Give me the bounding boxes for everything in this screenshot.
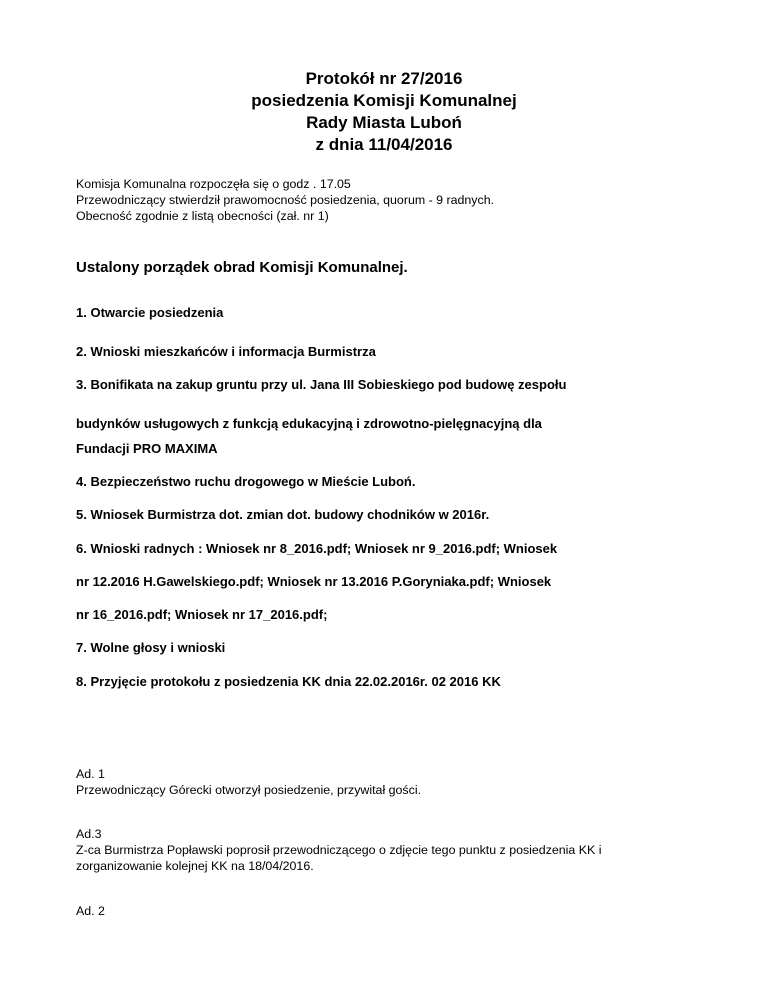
agenda-line: 2. Wnioski mieszkańców i informacja Burmistrza	[76, 344, 376, 359]
ad-3-label: Ad.3	[76, 827, 102, 841]
agenda-line: 5. Wniosek Burmistrza dot. zmian dot. budowy chodników w 2016r.	[76, 507, 490, 522]
agenda-line: 6. Wnioski radnych : Wniosek nr 8_2016.pdf; Wniosek nr 9_2016.pdf; Wniosek	[76, 541, 558, 556]
agenda-line: budynków usługowych z funkcją edukacyjną i zdrowotno-pielęgnacyjną dla	[76, 416, 542, 431]
ad-2-section	[76, 903, 716, 919]
agenda-line: 3. Bonifikata na zakup gruntu przy ul. Jana III Sobieskiego pod budowę zespołu	[76, 377, 567, 392]
title-line-4: z dnia 11/04/2016	[315, 135, 453, 154]
agenda-line: 8. Przyjęcie protokołu z posiedzenia KK dnia 22.02.2016r. 02 2016 KK	[76, 674, 501, 689]
agenda-line: 4. Bezpieczeństwo ruchu drogowego w Mieście Luboń.	[76, 474, 416, 489]
ad-1-text: Przewodniczący Górecki otworzył posiedzenie, przywitał gości.	[76, 783, 422, 797]
agenda-line: Fundacji PRO MAXIMA	[76, 441, 218, 456]
intro-line-2: Przewodniczący stwierdził prawomocność posiedzenia, quorum - 9 radnych.	[76, 193, 495, 207]
agenda-line: 7. Wolne głosy i wnioski	[76, 640, 226, 655]
ad-3-line-1: Z-ca Burmistrza Popławski poprosił przewodniczącego o zdjęcie tego punktu z posiedzenia KK i	[76, 843, 602, 857]
title-line-3: Rady Miasta Luboń	[306, 113, 462, 132]
agenda-line: 1. Otwarcie posiedzenia	[76, 305, 224, 320]
title-line-1: Protokół nr 27/2016	[305, 69, 463, 88]
ad-2-label: Ad. 2	[76, 904, 105, 918]
document-title	[0, 68, 768, 156]
intro-line-1: Komisja Komunalna rozpoczęła się o godz . 17.05	[76, 177, 351, 191]
ad-3-section	[76, 826, 716, 874]
agenda-heading: Ustalony porządek obrad Komisji Komunalnej.	[76, 259, 408, 276]
ad-3-line-2: zorganizowanie kolejnej KK na 18/04/2016.	[76, 859, 314, 873]
intro-line-3: Obecność zgodnie z listą obecności (zał. nr 1)	[76, 209, 329, 223]
agenda-line: nr 16_2016.pdf; Wniosek nr 17_2016.pdf;	[76, 607, 328, 622]
intro-section	[76, 176, 716, 224]
title-line-2: posiedzenia Komisji Komunalnej	[251, 91, 517, 110]
agenda-line: nr 12.2016 H.Gawelskiego.pdf; Wniosek nr 13.2016 P.Goryniaka.pdf; Wniosek	[76, 574, 552, 589]
ad-1-section	[76, 766, 716, 798]
ad-1-label: Ad. 1	[76, 767, 105, 781]
